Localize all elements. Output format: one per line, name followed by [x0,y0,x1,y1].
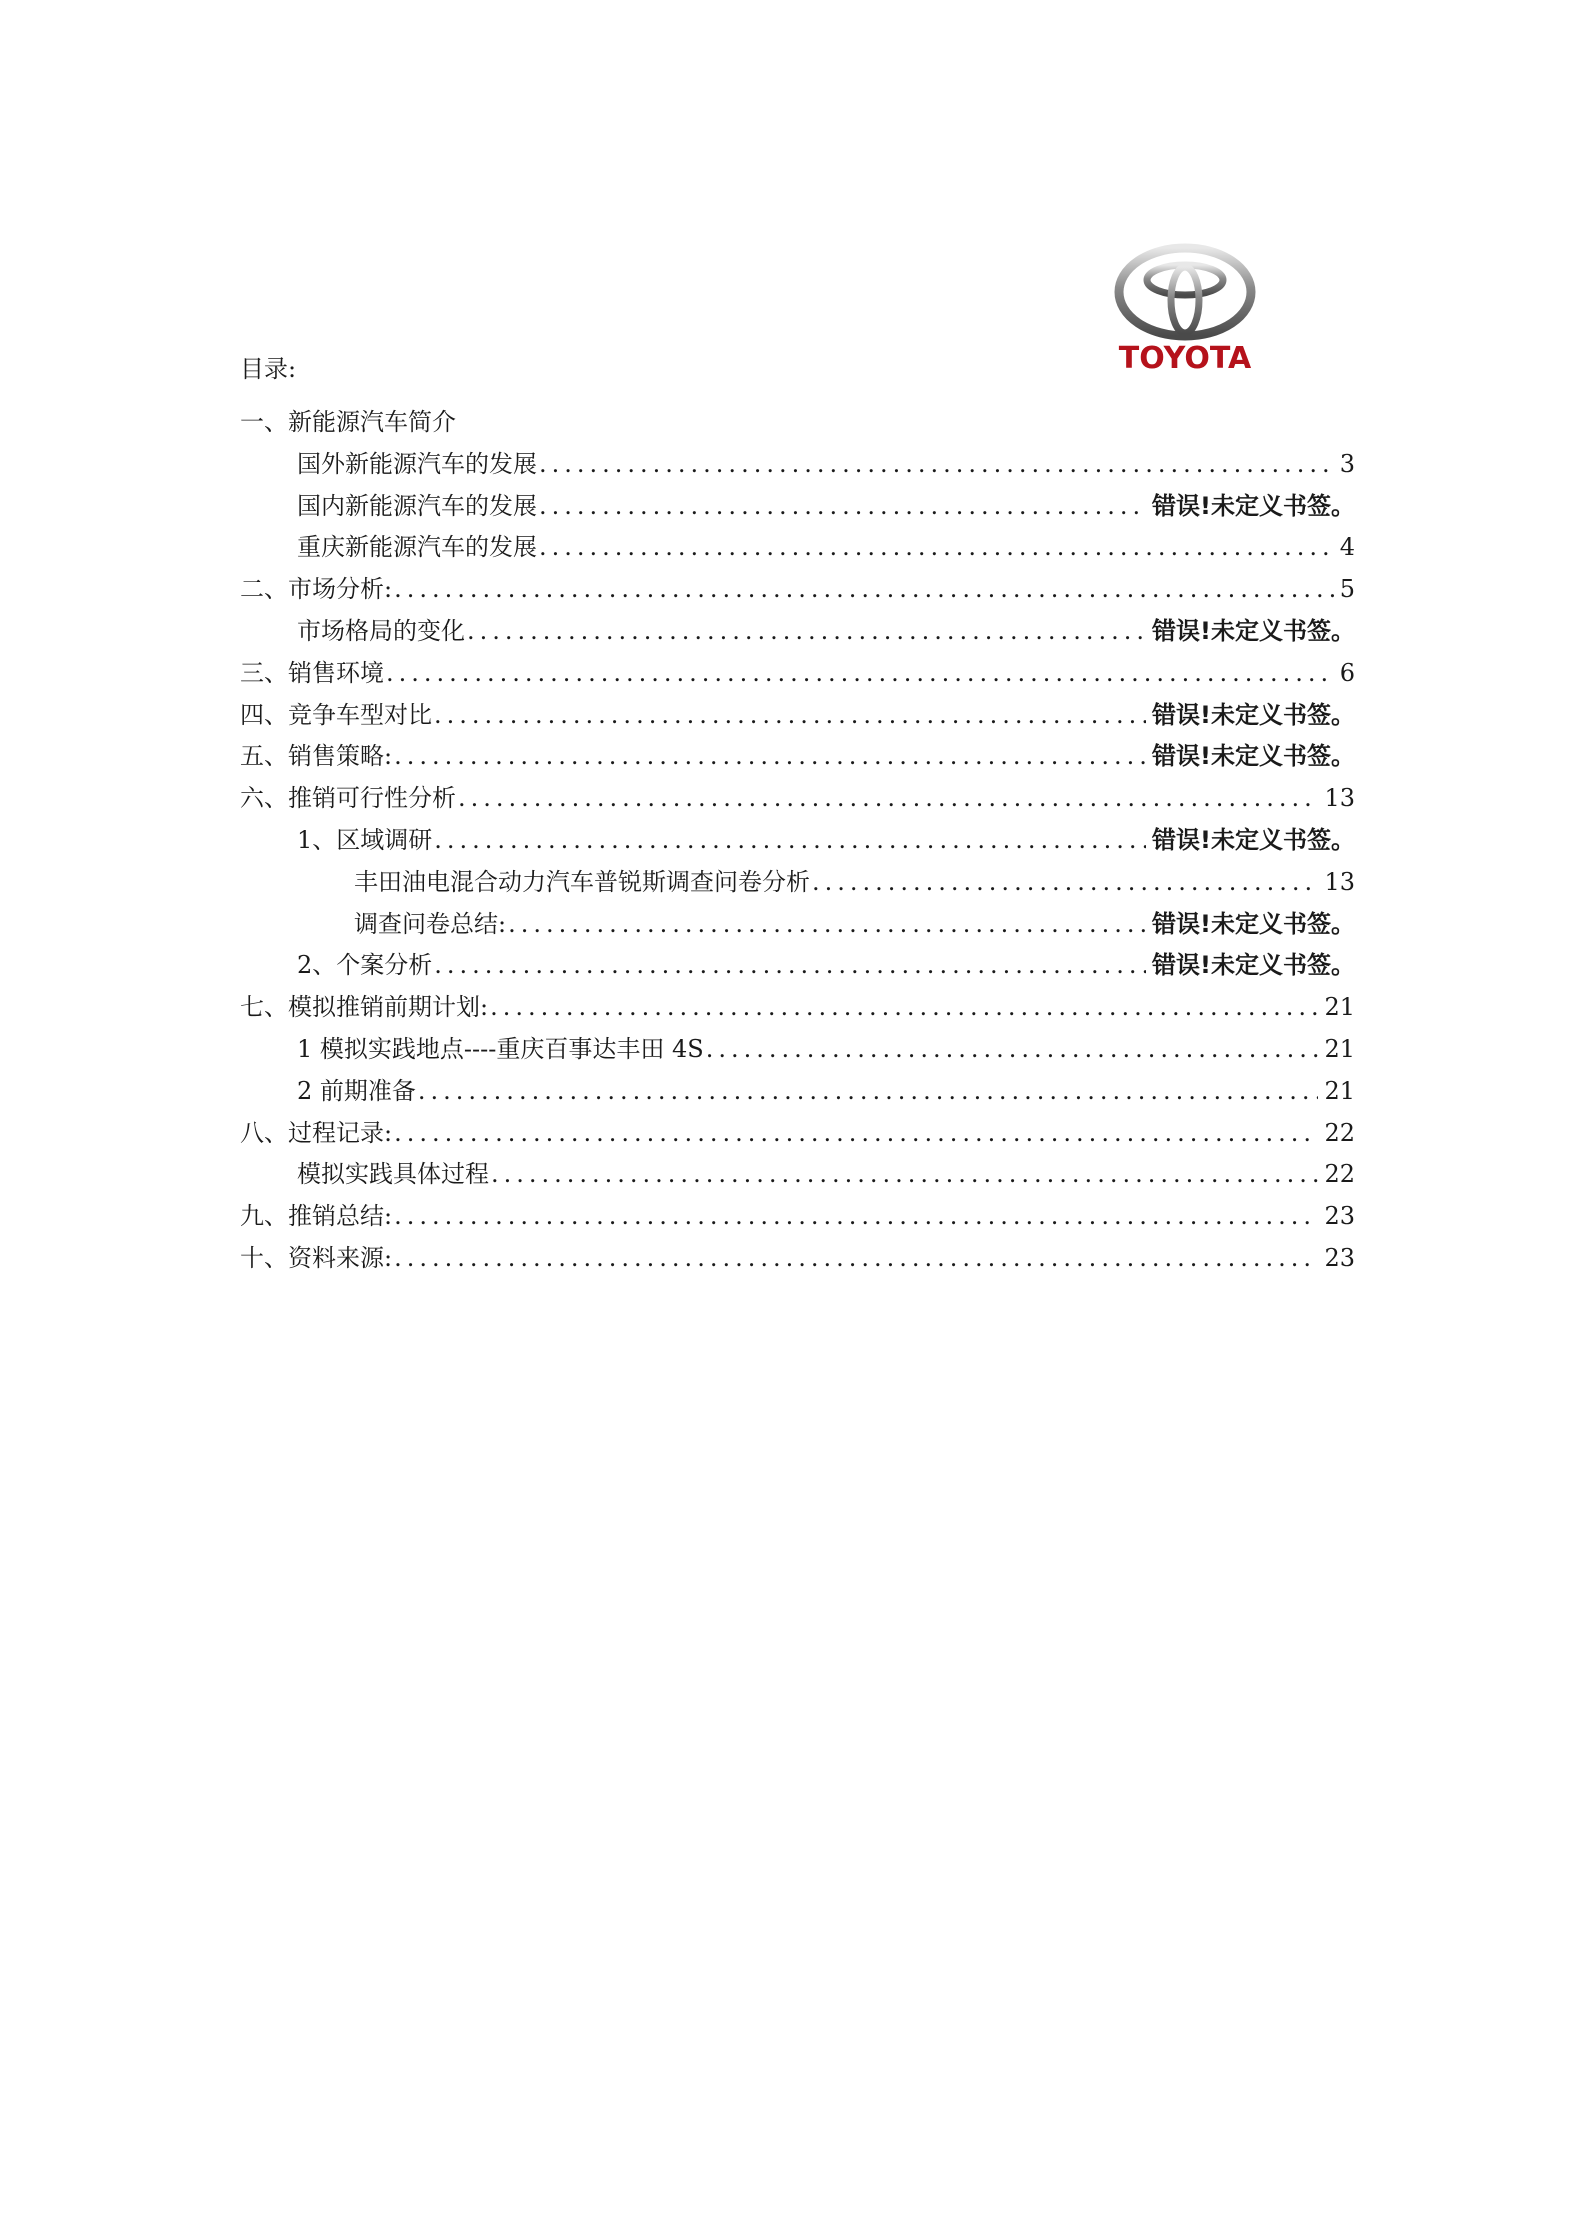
toc-entry-label: 国外新能源汽车的发展 [297,449,537,478]
toyota-emblem-icon [1105,240,1265,375]
toc-entry-label: 九、推销总结: [240,1202,393,1231]
toc-dot-leader [386,656,1334,690]
toc-entry[interactable] [240,948,1355,990]
toc-entry-label: 1 模拟实践地点----重庆百事达丰田 4S [297,1034,704,1063]
toc-entry[interactable] [240,1199,1355,1241]
toc-page-number: 21 [1324,1034,1355,1063]
toc-entry-label: 重庆新能源汽车的发展 [297,533,537,562]
toc-entry[interactable] [240,405,1355,447]
toc-entry-label: 八、过程记录: [240,1118,393,1147]
toc-bookmark-error: 错误!未定义书签。 [1152,909,1355,938]
toc-entry[interactable] [240,614,1355,656]
toc-entry-label: 十、资料来源: [240,1243,393,1272]
toc-page-number: 5 [1339,575,1355,604]
toc-page-number: 6 [1339,658,1355,687]
toc-entry[interactable] [240,530,1355,572]
toc-entry[interactable] [240,865,1355,907]
toc-dot-leader [394,1241,1318,1275]
toc-dot-leader [490,990,1318,1024]
toc-dot-leader [394,739,1146,773]
toc-entry[interactable] [240,1116,1355,1158]
toc-entry[interactable] [240,1074,1355,1116]
toc-dot-leader [394,1199,1318,1233]
toc-entry[interactable] [240,1241,1355,1283]
toc-dot-leader [467,614,1146,648]
toc-bookmark-error: 错误!未定义书签。 [1152,616,1355,645]
toc-entry[interactable] [240,781,1355,823]
toc-entry-label: 国内新能源汽车的发展 [297,491,537,520]
toc-dot-leader [539,530,1334,564]
toc-entry[interactable] [240,572,1355,614]
toc-entry-label: 1、区域调研 [297,825,433,854]
toc-entry[interactable] [240,489,1355,531]
toc-page-number: 22 [1324,1118,1355,1147]
toc-entry-label: 2 前期准备 [297,1076,416,1105]
toc-entry-label: 市场格局的变化 [297,616,465,645]
toc-bookmark-error: 错误!未定义书签。 [1152,742,1355,771]
toc-entry[interactable] [240,447,1355,489]
toc-dot-leader [812,865,1318,899]
toc-entry[interactable] [240,698,1355,740]
toc-dot-leader [491,1157,1318,1191]
toc-page-number: 3 [1339,449,1355,478]
toc-entry[interactable] [240,1032,1355,1074]
toc-dot-leader [458,781,1318,815]
toc-dot-leader [508,907,1146,941]
toc-dot-leader [434,948,1146,982]
toc-dot-leader [539,447,1334,481]
toc-heading: 目录: [240,355,297,383]
toc-dot-leader [539,489,1146,523]
logo-wordmark: TOYOTA [1118,341,1252,375]
toc-entry-label: 四、竞争车型对比 [240,700,432,729]
toc-entry[interactable] [240,990,1355,1032]
table-of-contents [240,405,1355,1283]
toc-entry-label: 调查问卷总结: [354,909,507,938]
toc-entry[interactable] [240,656,1355,698]
toc-entry-label: 二、市场分析: [240,575,393,604]
toc-entry-label: 丰田油电混合动力汽车普锐斯调查问卷分析 [354,867,810,896]
toc-bookmark-error: 错误!未定义书签。 [1152,491,1355,520]
toc-dot-leader [434,698,1146,732]
toc-bookmark-error: 错误!未定义书签。 [1152,700,1355,729]
toc-bookmark-error: 错误!未定义书签。 [1152,825,1355,854]
toc-dot-leader [434,823,1146,857]
toc-dot-leader [394,572,1334,606]
toc-entry-label: 五、销售策略: [240,742,393,771]
toc-dot-leader [418,1074,1319,1108]
toc-page-number: 21 [1324,993,1355,1022]
toc-page-number: 22 [1324,1160,1355,1189]
toc-dot-leader [706,1032,1319,1066]
toc-entry-label: 2、个案分析 [297,951,433,980]
toc-bookmark-error: 错误!未定义书签。 [1152,951,1355,980]
toc-page-number: 4 [1339,533,1355,562]
toc-entry-label: 七、模拟推销前期计划: [240,993,489,1022]
toc-page-number: 13 [1324,784,1355,813]
toc-entry[interactable] [240,823,1355,865]
toc-entry[interactable] [240,1157,1355,1199]
toc-entry[interactable] [240,907,1355,949]
toc-entry[interactable] [240,739,1355,781]
toc-page-number: 23 [1324,1243,1355,1272]
toc-entry-label: 一、新能源汽车简介 [240,408,456,436]
toc-entry-label: 模拟实践具体过程 [297,1160,489,1189]
toc-page-number: 23 [1324,1202,1355,1231]
toc-page-number: 13 [1324,867,1355,896]
toc-dot-leader [394,1116,1318,1150]
toc-page-number: 21 [1324,1076,1355,1105]
toyota-logo [1105,240,1265,375]
toc-entry-label: 六、推销可行性分析 [240,784,456,813]
toc-entry-label: 三、销售环境 [240,658,384,687]
